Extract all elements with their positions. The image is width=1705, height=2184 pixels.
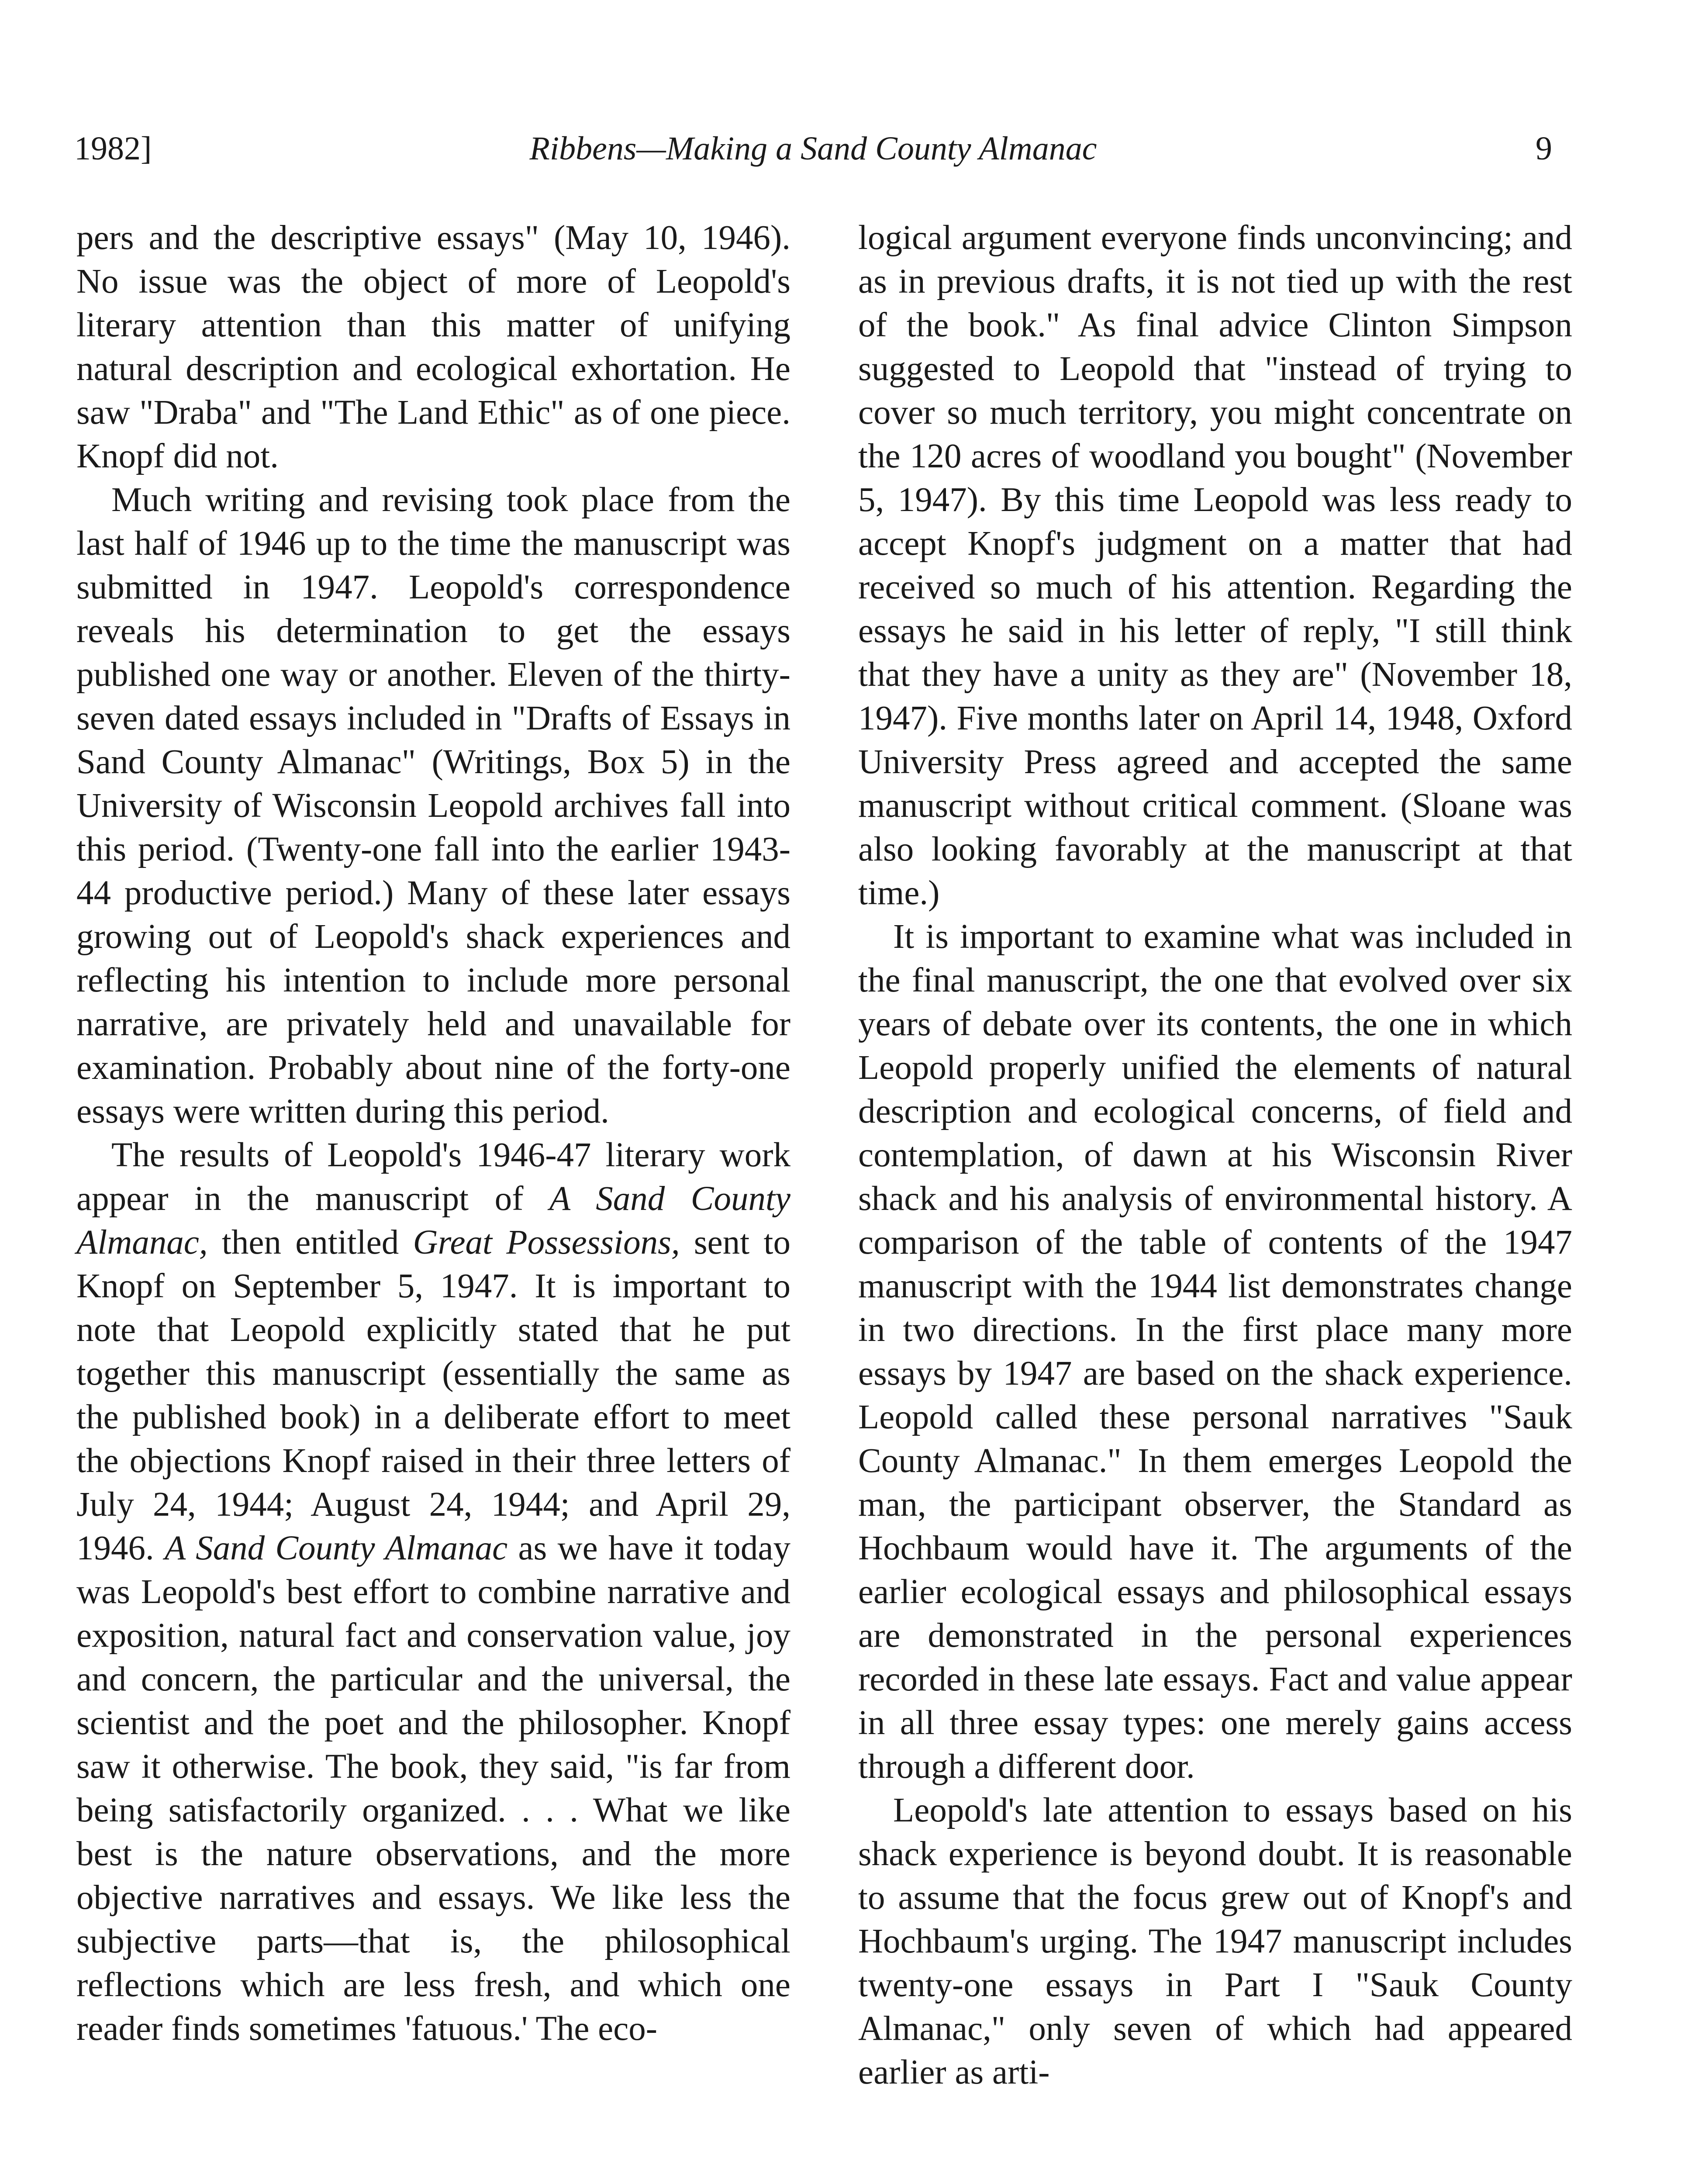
paragraph-text: then entitled: [207, 1223, 413, 1261]
header-year: 1982]: [74, 130, 152, 167]
paragraph-continued: logical argument everyone finds unconvincing; and as in previous drafts, it is not tied up with the rest of the book." As final advice Clinton Simpson suggested to Leopold that "instead of trying to cover so much territory, you might concentrate on the 120 acres of woodland you bought" (November 5, 1947). By this time Leopold was less ready to accept Knopf's judgment on a matter that had received so much of his attention. Regarding the essays he said in his letter of reply, "I still think that they have a unity as they are" (November 18, 1947). Five months later on April 14, 1948, Oxford University Press agreed and accepted the same manuscript without critical comment. (Sloane was also looking favorably at the manuscript at that time.): [858, 219, 1572, 912]
paragraph: Much writing and revising took place from the last half of 1946 up to the time the manuscript was submitted in 1947. Leopold's correspondence reveals his determination to get the essays published one way or another. Eleven of the thirty-seven dated essays included in "Drafts of Essays in Sand County Almanac" (Writings, Box 5) in the University of Wisconsin Leopold archives fall into this period. (Twenty-one fall into the earlier 1943-44 productive period.) Many of these later essays growing out of Leopold's shack experiences and reflecting his intention to include more personal narrative, are privately held and unavailable for examination. Probably about nine of the forty-one essays were written during this period.: [76, 481, 790, 1130]
paragraph-continued: pers and the descriptive essays" (May 10, 1946). No issue was the object of more of Leopold's literary attention than this matter of unifying natural description and ecological exhortation. He saw "Draba" and "The Land Ethic" as of one piece. Knopf did not.: [76, 219, 790, 475]
right-column: [858, 216, 1572, 2094]
book-title: Great Possessions,: [413, 1223, 680, 1261]
header-running-title: Ribbens—Making a Sand County Almanac: [529, 130, 1097, 167]
book-title: A Sand County Almanac,: [76, 1180, 790, 1261]
page-number: 9: [1536, 130, 1552, 167]
paragraph: It is important to examine what was included in the final manuscript, the one that evolved over six years of debate over its contents, the one in which Leopold properly unified the elements of natural description and ecological concerns, of field and contemplation, of dawn at his Wisconsin River shack and his analysis of environmental history. A comparison of the table of contents of the 1947 manuscript with the 1944 list demonstrates change in two directions. In the first place many more essays by 1947 are based on the shack experience. Leopold called these personal narratives "Sauk County Almanac." In them emerges Leopold the man, the participant observer, the Standard as Hochbaum would have it. The arguments of the earlier ecological essays and philosophical essays are demonstrated in the personal experiences recorded in these late essays. Fact and value appear in all three essay types: one merely gains access through a different door.: [858, 918, 1572, 1786]
paragraph: [76, 1133, 790, 2051]
book-title: A Sand County Almanac: [165, 1529, 508, 1567]
paragraph: Leopold's late attention to essays based on his shack experience is beyond doubt. It is reasonable to assume that the focus grew out of Knopf's and Hochbaum's urging. The 1947 manuscript includes twenty-one essays in Part I "Sauk County Almanac," only seven of which had appeared earlier as arti-: [858, 1791, 1572, 2091]
left-column: [76, 216, 790, 2051]
running-header: [74, 124, 1552, 173]
paragraph-text: The results of Leopold's 1946-47 literary work appear in the manuscript of: [76, 1136, 790, 1218]
paragraph-text: as we have it today was Leopold's best effort to combine narrative and exposition, natural fact and conservation value, joy and concern, the particular and the universal, the scientist and the poet and the philosopher. Knopf saw it otherwise. The book, they said, "is far from being satisfactorily organized. . . . What we like best is the nature observations, and the more objective narratives and essays. We like less the subjective parts—that is, the philosophical reflections which are less fresh, and which one reader finds sometimes 'fatuous.' The eco-: [76, 1529, 790, 2048]
paragraph-text: sent to Knopf on September 5, 1947. It is important to note that Leopold explicitly stated that he put together this manuscript (essentially the same as the published book) in a deliberate effort to meet the objections Knopf raised in their three letters of July 24, 1944; August 24, 1944; and April 29, 1946.: [76, 1223, 790, 1567]
